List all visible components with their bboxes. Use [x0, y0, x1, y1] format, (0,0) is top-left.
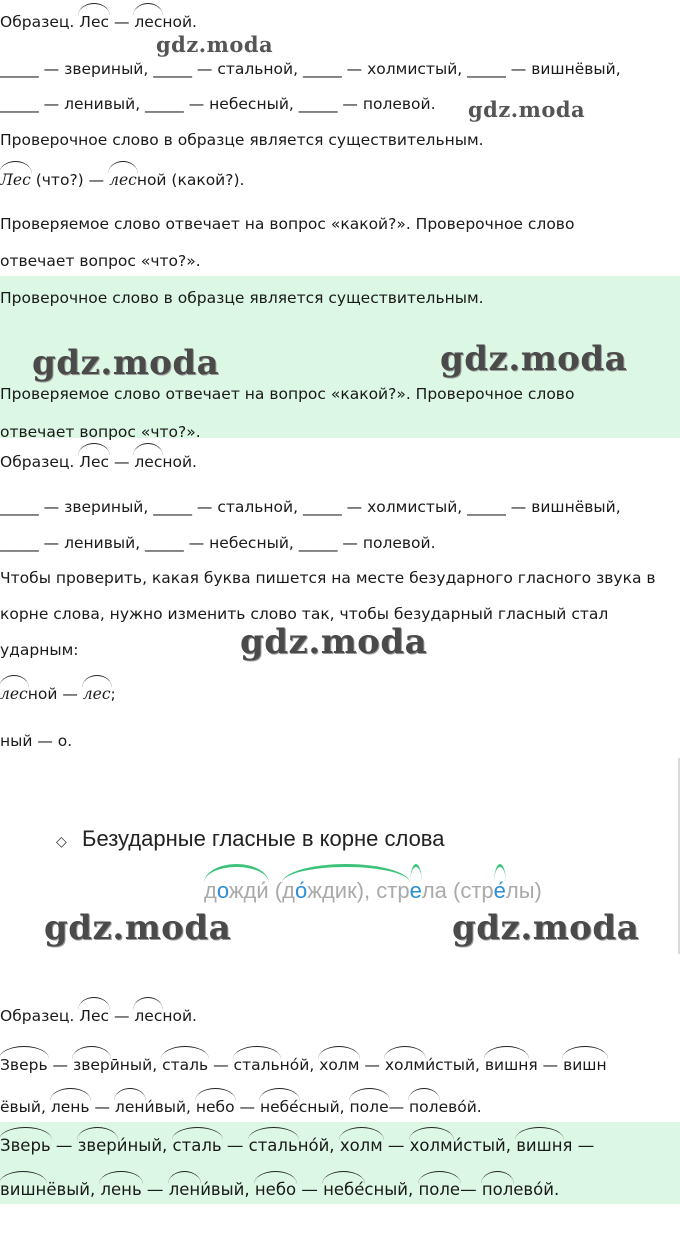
word-ending: я — — [528, 1056, 564, 1074]
root-word: сталь — [248, 1136, 298, 1155]
sample-line-2 — [0, 452, 197, 472]
word-ending: — — [208, 1056, 234, 1074]
watermark: gdz.moda — [32, 343, 220, 383]
watermark: gdz.moda — [468, 97, 586, 122]
word-ending: ́сный, — [298, 1098, 350, 1116]
exercise-line: _____ — звериный, _____ — стальной, _____ — холмистый, _____ — вишнёвый, — [0, 498, 621, 516]
example-line — [0, 684, 116, 704]
word-ending: — — [359, 1056, 385, 1074]
example-text: ; — [110, 685, 116, 703]
card-example — [204, 878, 542, 904]
word-ending: но́й, — [297, 1136, 340, 1155]
watermark: gdz.moda — [452, 908, 640, 948]
letters: д — [204, 878, 217, 903]
word-ending: — — [221, 1136, 249, 1155]
answer-text: Проверочное слово в образце является существительным. — [0, 289, 484, 307]
root-word: Зверь — [0, 1136, 51, 1155]
root-word: лень — [50, 1098, 90, 1116]
root-word: лен — [168, 1180, 201, 1199]
root-word: вишн — [563, 1056, 607, 1074]
dash: — — [109, 13, 135, 31]
answer-line — [0, 1136, 594, 1156]
answer-line — [0, 1055, 607, 1075]
root-word: небо — [254, 1180, 297, 1199]
word-ending: и́вый, — [144, 1098, 196, 1116]
word-ending: я — — [562, 1136, 595, 1155]
word-ending: — — [382, 1136, 410, 1155]
explanation-text: Проверочное слово в образце является существительным. — [0, 131, 484, 149]
diamond-icon: ◇ — [56, 834, 67, 850]
vowel-highlight: о — [216, 878, 229, 903]
root-word: пол — [481, 1180, 514, 1199]
word-ending: ной. — [162, 453, 197, 471]
root-word: сталь — [233, 1056, 280, 1074]
root-word: вишн — [516, 1136, 563, 1155]
root-arc — [204, 878, 269, 904]
dash: — — [109, 453, 135, 471]
word-ending: ёвый, — [46, 1180, 101, 1199]
answer-text: отвечает вопрос «что?». — [0, 423, 201, 441]
word-ending: ной. — [162, 13, 197, 31]
sample-line-3 — [0, 1006, 197, 1026]
card-title: Безударные гласные в корне слова — [82, 826, 445, 851]
rule-text: ударным: — [0, 641, 79, 659]
word-ending: — — [50, 1136, 78, 1155]
word-ending: ево́й. — [438, 1098, 482, 1116]
root-word: лес — [134, 1007, 163, 1025]
answer-line — [0, 1097, 482, 1117]
sample-label: Образец. — [0, 1007, 75, 1025]
letters: ждик), стр — [307, 878, 410, 903]
word-ending: ево́й. — [513, 1180, 560, 1199]
word-ending: ́сный, — [364, 1180, 419, 1199]
root-word: поле — [418, 1180, 461, 1199]
root-word: небе — [323, 1180, 365, 1199]
vowel-highlight: е — [409, 878, 422, 903]
question-text: (что?) — — [30, 171, 110, 189]
exercise-line: _____ — ленивый, _____ — небесный, _____ — полевой. — [0, 95, 436, 113]
letters: жди́ — [228, 878, 269, 903]
root-word: лес — [134, 453, 163, 471]
root-word: лес — [109, 171, 137, 189]
example-text: ной — — [27, 685, 83, 703]
root-word: звер — [72, 1056, 110, 1074]
watermark: gdz.moda — [44, 908, 232, 948]
root-arc — [410, 878, 422, 904]
word-ending: — — [89, 1098, 115, 1116]
root-word: сталь — [162, 1056, 209, 1074]
word-ending: — — [47, 1056, 73, 1074]
answer-line — [0, 1180, 559, 1200]
root-word: сталь — [172, 1136, 222, 1155]
example-line — [0, 170, 244, 190]
word-ending: и́стый, — [425, 1056, 485, 1074]
root-word: лес — [134, 13, 163, 31]
root-word: лень — [100, 1180, 142, 1199]
dash: — — [109, 1007, 135, 1025]
question-text: ной (какой?). — [136, 171, 245, 189]
root-word: холм — [384, 1056, 426, 1074]
word-ending: — — [141, 1180, 169, 1199]
root-word: лес — [0, 685, 28, 703]
watermark: gdz.moda — [240, 622, 428, 662]
tail-text: ный — о. — [0, 732, 73, 750]
letters: лы) — [505, 878, 542, 903]
explanation-text: отвечает вопрос «что?». — [0, 252, 201, 270]
root-word: Лес — [0, 171, 31, 189]
explanation-text: Проверяемое слово отвечает на вопрос «какой?». Проверочное слово — [0, 215, 575, 233]
word-ending: и́ный, — [116, 1136, 173, 1155]
letters: ла (стр — [421, 878, 494, 903]
word-ending: и́вый, — [200, 1180, 255, 1199]
root-word: поле — [349, 1098, 389, 1116]
word-ending: и́стый, — [452, 1136, 517, 1155]
word-ending: — — [234, 1098, 260, 1116]
rule-text: корне слова, нужно изменить слово так, чтобы безударный гласный стал — [0, 605, 609, 623]
word-ending: — — [460, 1180, 482, 1199]
vowel-highlight: о́ — [294, 878, 308, 903]
exercise-line: _____ — ленивый, _____ — небесный, _____ — полевой. — [0, 534, 436, 552]
root-arc — [282, 878, 409, 904]
sample-line-1 — [0, 12, 197, 32]
root-word: лес — [82, 685, 111, 703]
exercise-line: _____ — звериный, _____ — стальной, _____ — холмистый, _____ — вишнёвый, — [0, 60, 621, 78]
word-ending: — — [296, 1180, 324, 1199]
root-word: Лес — [79, 1007, 110, 1025]
root-arc — [494, 878, 506, 904]
root-word: холм — [409, 1136, 453, 1155]
root-word: небо — [195, 1098, 235, 1116]
word-ending: но́й, — [279, 1056, 320, 1074]
word-ending: — — [388, 1098, 410, 1116]
sample-label: Образец. — [0, 453, 75, 471]
answer-text: Проверяемое слово отвечает на вопрос «какой?». Проверочное слово — [0, 385, 575, 403]
watermark: gdz.moda — [440, 339, 628, 379]
word-ending: ёвый, — [0, 1098, 51, 1116]
rule-text: Чтобы проверить, какая буква пишется на месте безударного гласного звука в — [0, 569, 656, 587]
root-word: Зверь — [0, 1056, 48, 1074]
root-word: звер — [77, 1136, 117, 1155]
root-word: вишн — [484, 1056, 529, 1074]
root-word: вишн — [0, 1180, 47, 1199]
letters: д — [282, 878, 295, 903]
root-word: лен — [114, 1098, 145, 1116]
root-word: Лес — [79, 453, 110, 471]
word-ending: ӣный, — [109, 1056, 163, 1074]
vowel-highlight: е́ — [493, 878, 506, 903]
sample-label: Образец. — [0, 13, 75, 31]
word-ending: ной. — [162, 1007, 197, 1025]
root-word: пол — [409, 1098, 439, 1116]
root-word: небе — [259, 1098, 299, 1116]
root-word: Лес — [79, 13, 110, 31]
watermark: gdz.moda — [156, 32, 274, 57]
root-word: холм — [319, 1056, 360, 1074]
letters: ( — [268, 878, 283, 903]
root-word: холм — [339, 1136, 383, 1155]
